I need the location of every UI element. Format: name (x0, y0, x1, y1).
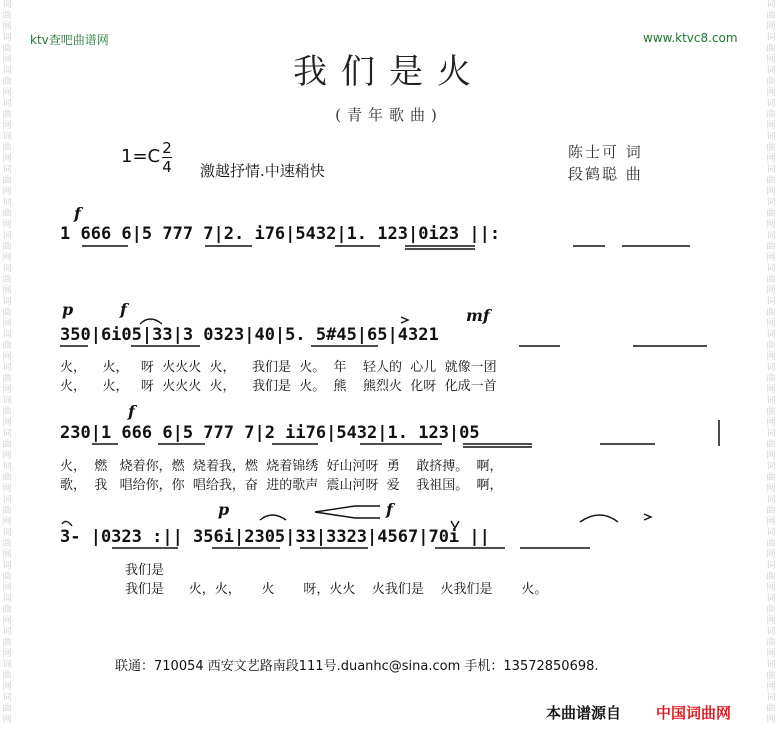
lyrics-line-3a: 火， 燃 烧着你，燃 烧着我，燃 烧着锦绣 好山河呀 勇 敢挤搏。 啊， (60, 459, 503, 474)
watermark-char: 词 (2, 528, 12, 538)
watermark-char: 曲 (2, 704, 12, 714)
watermark-char: 网 (2, 550, 12, 560)
right-brand: www.ktvc8.com (643, 31, 738, 45)
watermark-char: 词 (766, 132, 776, 142)
watermark-char: 词 (2, 462, 12, 472)
watermark-char: 曲 (2, 275, 12, 285)
watermark-char: 曲 (2, 77, 12, 87)
watermark-char: 词 (2, 297, 12, 307)
watermark-char: 网 (766, 187, 776, 197)
watermark-char: 曲 (2, 473, 12, 483)
dynamic-mark: f (128, 402, 135, 421)
contact-info: 联通：710054 西安文艺路南段111号.duanhc@sina.com 手机：13572850698. (115, 659, 599, 674)
watermark-char: 网 (766, 616, 776, 626)
watermark-char: 词 (766, 198, 776, 208)
watermark-char: 词 (2, 264, 12, 274)
notation-line-3: 230|1 666 6|5 777 7|2 ii76|5432|1. 123|05 (60, 423, 480, 443)
watermark-char: 网 (766, 154, 776, 164)
watermark-char: 曲 (2, 638, 12, 648)
lyrics-line-4b: 我们是 火，火， 火 呀，火火 火我们是 火我们是 火。 (125, 582, 548, 597)
dynamic-mark: f (386, 500, 393, 519)
watermark-char: 网 (766, 55, 776, 65)
watermark-char: 网 (766, 550, 776, 560)
watermark-char: 曲 (2, 374, 12, 384)
watermark-char: 词 (766, 627, 776, 637)
watermark-char: 网 (766, 253, 776, 263)
watermark-char: 词 (766, 693, 776, 703)
watermark-char: 网 (2, 154, 12, 164)
dynamic-mark: mf (466, 306, 490, 325)
watermark-char: 曲 (2, 671, 12, 681)
watermark-char: 词 (766, 561, 776, 571)
watermark-char: 曲 (766, 539, 776, 549)
dynamic-mark: f (120, 300, 127, 319)
watermark-char: 词 (2, 429, 12, 439)
watermark-char: 网 (766, 517, 776, 527)
watermark-char: 网 (2, 649, 12, 659)
tempo-marking: 激越抒情.中速稍快 (200, 162, 325, 180)
watermark-char: 网 (766, 220, 776, 230)
watermark-char: 词 (766, 495, 776, 505)
watermark-char: 曲 (766, 176, 776, 186)
watermark-char: 曲 (766, 506, 776, 516)
watermark-char: 曲 (2, 308, 12, 318)
lyricist-credit: 陈士可 词 (568, 143, 643, 161)
watermark-char: 网 (2, 88, 12, 98)
watermark-char: 网 (766, 583, 776, 593)
watermark-char: 网 (766, 385, 776, 395)
watermark-char: 网 (766, 451, 776, 461)
watermark-char: 曲 (2, 209, 12, 219)
watermark-char: 曲 (766, 11, 776, 21)
watermark-char: 网 (766, 715, 776, 725)
watermark-char: 网 (2, 385, 12, 395)
watermark-char: 词 (766, 363, 776, 373)
watermark-char: 词 (766, 66, 776, 76)
watermark-char: 曲 (766, 374, 776, 384)
lyrics-line-4a: 我们是 (125, 563, 165, 578)
watermark-char: 词 (2, 99, 12, 109)
watermark-char: 网 (2, 253, 12, 263)
watermark-char: 网 (2, 187, 12, 197)
watermark-char: 曲 (2, 44, 12, 54)
watermark-char: 词 (766, 462, 776, 472)
watermark-char: 网 (766, 88, 776, 98)
watermark-char: 词 (766, 99, 776, 109)
watermark-char: 网 (766, 352, 776, 362)
watermark-char: 曲 (2, 440, 12, 450)
watermark-char: 词 (766, 528, 776, 538)
watermark-char: 网 (2, 583, 12, 593)
watermark-char: 网 (2, 55, 12, 65)
watermark-char: 网 (2, 286, 12, 296)
watermark-char: 曲 (2, 143, 12, 153)
watermark-char: 曲 (2, 242, 12, 252)
watermark-char: 曲 (766, 638, 776, 648)
watermark-char: 词 (2, 198, 12, 208)
watermark-char: 网 (2, 220, 12, 230)
watermark-char: 曲 (766, 440, 776, 450)
watermark-char: 曲 (2, 11, 12, 21)
page-title: 我们是火 (293, 52, 485, 92)
watermark-char: 网 (2, 22, 12, 32)
watermark-char: 曲 (2, 341, 12, 351)
watermark-char: 曲 (766, 572, 776, 582)
watermark-char: 词 (2, 33, 12, 43)
watermark-char: 词 (766, 396, 776, 406)
watermark-char: 网 (2, 451, 12, 461)
watermark-char: 曲 (2, 407, 12, 417)
watermark-char: 曲 (2, 539, 12, 549)
watermark-char: 网 (2, 484, 12, 494)
time-numerator: 2 (162, 139, 172, 157)
watermark-char: 网 (2, 616, 12, 626)
watermark-char: 网 (2, 352, 12, 362)
watermark-char: 网 (766, 121, 776, 131)
watermark-char: 词 (2, 693, 12, 703)
watermark-char: 曲 (766, 473, 776, 483)
time-denominator: 4 (162, 158, 172, 176)
watermark-char: 曲 (766, 605, 776, 615)
watermark-char: 曲 (766, 704, 776, 714)
watermark-char: 词 (2, 594, 12, 604)
dynamic-mark: p (218, 500, 230, 519)
watermark-char: 曲 (766, 44, 776, 54)
watermark-char: 词 (2, 396, 12, 406)
page-subtitle: (青年歌曲) (335, 106, 443, 124)
watermark-char: 网 (766, 649, 776, 659)
notation-line-1: 1 666 6|5 777 7|2. i76|5432|1. 123|0i23 ||: (60, 224, 501, 244)
watermark-char: 网 (2, 715, 12, 725)
watermark-char: 词 (2, 231, 12, 241)
watermark-char: 曲 (766, 110, 776, 120)
watermark-char: 曲 (2, 110, 12, 120)
watermark-char: 词 (2, 660, 12, 670)
watermark-char: 词 (766, 330, 776, 340)
notation-line-2: 350|6i05|33|3 0323|40|5. 5#45|65|4321 (60, 325, 439, 345)
watermark-char: 曲 (766, 407, 776, 417)
watermark-char: 曲 (2, 605, 12, 615)
watermark-char: 词 (766, 231, 776, 241)
watermark-char: 网 (766, 319, 776, 329)
dynamic-mark: f (74, 204, 81, 223)
watermark-char: 词 (2, 495, 12, 505)
lyrics-line-2b: 火， 火， 呀 火火火 火， 我们是 火。 熊 熊烈火 化呀 化成一首 (60, 379, 497, 394)
watermark-char: 网 (766, 484, 776, 494)
watermark-char: 曲 (766, 341, 776, 351)
watermark-char: 词 (766, 297, 776, 307)
watermark-char: 词 (2, 132, 12, 142)
watermark-char: 网 (766, 682, 776, 692)
composer-credit: 段鹤聪 曲 (568, 165, 643, 183)
watermark-char: 词 (766, 0, 776, 10)
watermark-char: 曲 (766, 275, 776, 285)
left-brand: ktv查吧曲谱网 (30, 33, 109, 47)
watermark-char: 词 (2, 0, 12, 10)
watermark-char: 网 (766, 286, 776, 296)
watermark-char: 词 (766, 165, 776, 175)
watermark-char: 网 (766, 22, 776, 32)
watermark-char: 网 (2, 121, 12, 131)
watermark-char: 曲 (766, 209, 776, 219)
watermark-char: 曲 (766, 671, 776, 681)
watermark-char: 词 (2, 627, 12, 637)
watermark-char: 词 (2, 330, 12, 340)
notation-line-4: 3- |0323 :|| 356i|2305|33|3323|4567|70i || (60, 527, 490, 547)
watermark-char: 网 (2, 418, 12, 428)
watermark-char: 网 (2, 319, 12, 329)
watermark-char: 曲 (766, 242, 776, 252)
lyrics-line-2a: 火， 火， 呀 火火火 火， 我们是 火。 年 轻人的 心儿 就像一团 (60, 360, 497, 375)
watermark-char: 曲 (766, 308, 776, 318)
dynamic-mark: p (62, 300, 74, 319)
watermark-char: 词 (2, 561, 12, 571)
watermark-char: 词 (766, 429, 776, 439)
watermark-char: 网 (2, 682, 12, 692)
watermark-char: 曲 (2, 572, 12, 582)
watermark-char: 词 (766, 660, 776, 670)
watermark-char: 曲 (766, 77, 776, 87)
watermark-char: 词 (766, 264, 776, 274)
watermark-char: 曲 (2, 506, 12, 516)
watermark-char: 网 (766, 418, 776, 428)
lyrics-line-3b: 歌， 我 唱给你，你 唱给我，奋 进的歌声 震山河呀 爱 我祖国。 啊， (60, 478, 503, 493)
watermark-char: 词 (2, 363, 12, 373)
watermark-char: 曲 (766, 143, 776, 153)
watermark-char: 词 (2, 66, 12, 76)
watermark-char: 词 (766, 594, 776, 604)
key-signature: 1=C (121, 146, 161, 167)
watermark-char: 曲 (2, 176, 12, 186)
source-site-link[interactable]: 中国词曲网 (656, 704, 732, 722)
watermark-char: 词 (2, 165, 12, 175)
watermark-char: 词 (766, 33, 776, 43)
watermark-char: 网 (2, 517, 12, 527)
source-label: 本曲谱源自 (546, 704, 622, 722)
